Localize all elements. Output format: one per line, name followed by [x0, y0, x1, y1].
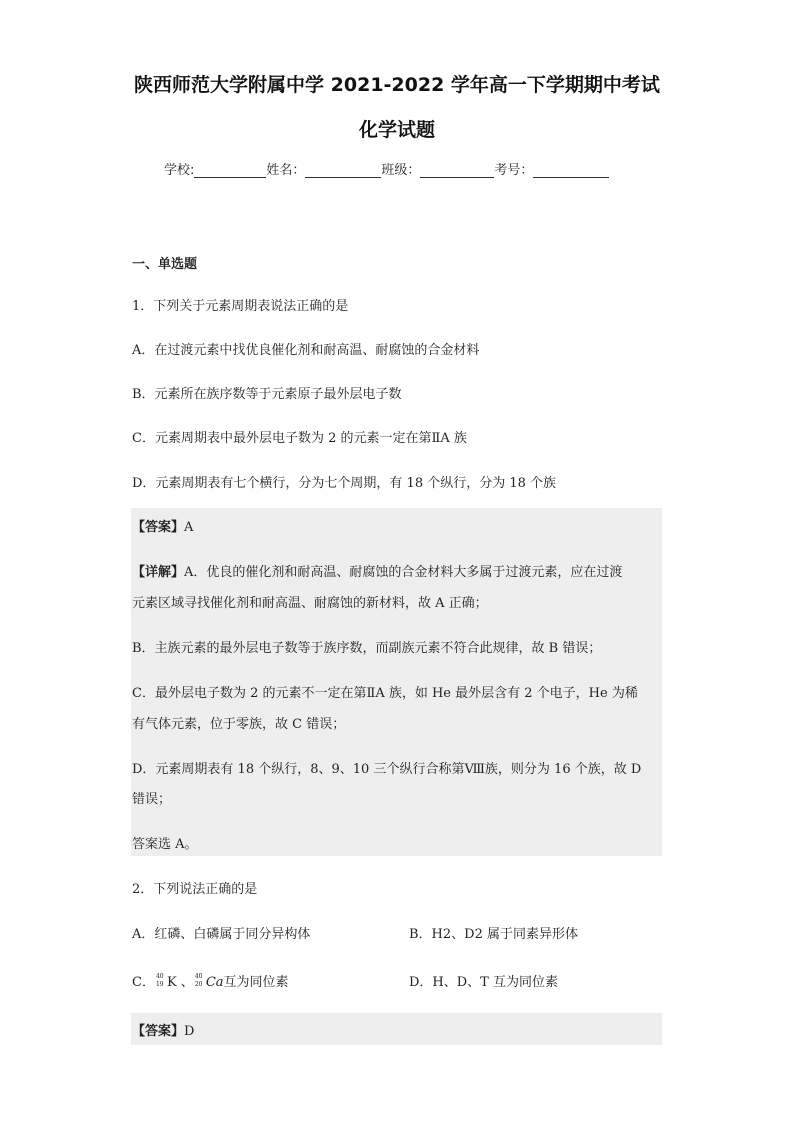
school-label: 学校:	[164, 163, 195, 178]
q1-detail-line-6: D．元素周期表有 18 个纵行，8、9、10 三个纵行合称第Ⅷ族，则分为 16 个族，故 D	[132, 762, 642, 777]
q2-option-c-prefix: C．	[132, 975, 155, 990]
class-label: 班级：	[381, 163, 421, 178]
q1-detail-line-5: 有气体元素，位于零族，故 C 错误；	[132, 717, 346, 732]
q1-detail-line-4: C．最外层电子数为 2 的元素不一定在第ⅡA 族，如 He 最外层含有 2 个电子，He 为稀	[132, 686, 638, 701]
exam-number-blank[interactable]	[533, 163, 609, 178]
name-blank[interactable]	[305, 163, 381, 178]
exam-subject: 化学试题	[358, 119, 435, 141]
potassium-isotope-notation: 40 19	[155, 973, 164, 988]
q2-answer-label: 【答案】	[132, 1024, 185, 1039]
q1-option-d: D．元素周期表有七个横行，分为七个周期，有 18 个纵行，分为 18 个族	[132, 476, 557, 491]
q1-detail-line-2: 元素区域寻找催化剂和耐高温、耐腐蚀的新材料，故 A 正确；	[132, 596, 488, 611]
q1-detail-label: 【详解】	[132, 565, 185, 580]
q2-solution-panel	[131, 1013, 662, 1045]
q1-stem: 1．下列关于元素周期表说法正确的是	[132, 299, 349, 314]
q1-option-b: B．元素所在族序数等于元素原子最外层电子数	[132, 387, 402, 402]
calcium-symbol: Ca	[205, 975, 224, 990]
section-title: 一、单选题	[132, 257, 198, 272]
q1-conclusion: 答案选 A。	[132, 837, 198, 852]
q1-answer-label: 【答案】	[132, 520, 185, 535]
q1-detail-text-1: A．优良的催化剂和耐高温、耐腐蚀的合金材料大多属于过渡元素，应在过渡	[184, 565, 623, 580]
calcium-isotope-notation: 40 20	[194, 973, 203, 988]
q1-answer	[132, 516, 193, 535]
potassium-symbol: K	[166, 975, 177, 990]
exam-title: 陕西师范大学附属中学 2021-2022 学年高一下学期期中考试	[134, 74, 660, 96]
name-label: 姓名：	[266, 163, 306, 178]
q2-stem: 2．下列说法正确的是	[132, 882, 258, 897]
q2-option-d: D．H、D、T 互为同位素	[409, 975, 558, 990]
q1-detail-line-3: B．主族元素的最外层电子数等于族序数，而副族元素不符合此规律，故 B 错误；	[132, 641, 602, 656]
q2-option-c: C． 40 19 K 、 40 20 Ca互为同位素	[132, 973, 289, 990]
exam-number-label: 考号：	[494, 163, 534, 178]
q2-option-a: A．红磷、白磷属于同分异构体	[132, 927, 311, 942]
school-blank[interactable]	[194, 163, 266, 178]
student-info-line	[164, 159, 609, 178]
q1-detail-line-1	[132, 561, 622, 580]
q2-option-b: B．H2、D2 属于同素异形体	[409, 927, 578, 942]
q1-option-c: C．元素周期表中最外层电子数为 2 的元素一定在第ⅡA 族	[132, 431, 467, 446]
q1-detail-line-7: 错误；	[132, 792, 172, 807]
class-blank[interactable]	[420, 163, 494, 178]
q1-option-a: A．在过渡元素中找优良催化剂和耐高温、耐腐蚀的合金材料	[132, 343, 480, 358]
q1-answer-value: A	[184, 520, 194, 535]
q2-answer-value: D	[184, 1024, 195, 1039]
q2-answer	[132, 1020, 194, 1039]
